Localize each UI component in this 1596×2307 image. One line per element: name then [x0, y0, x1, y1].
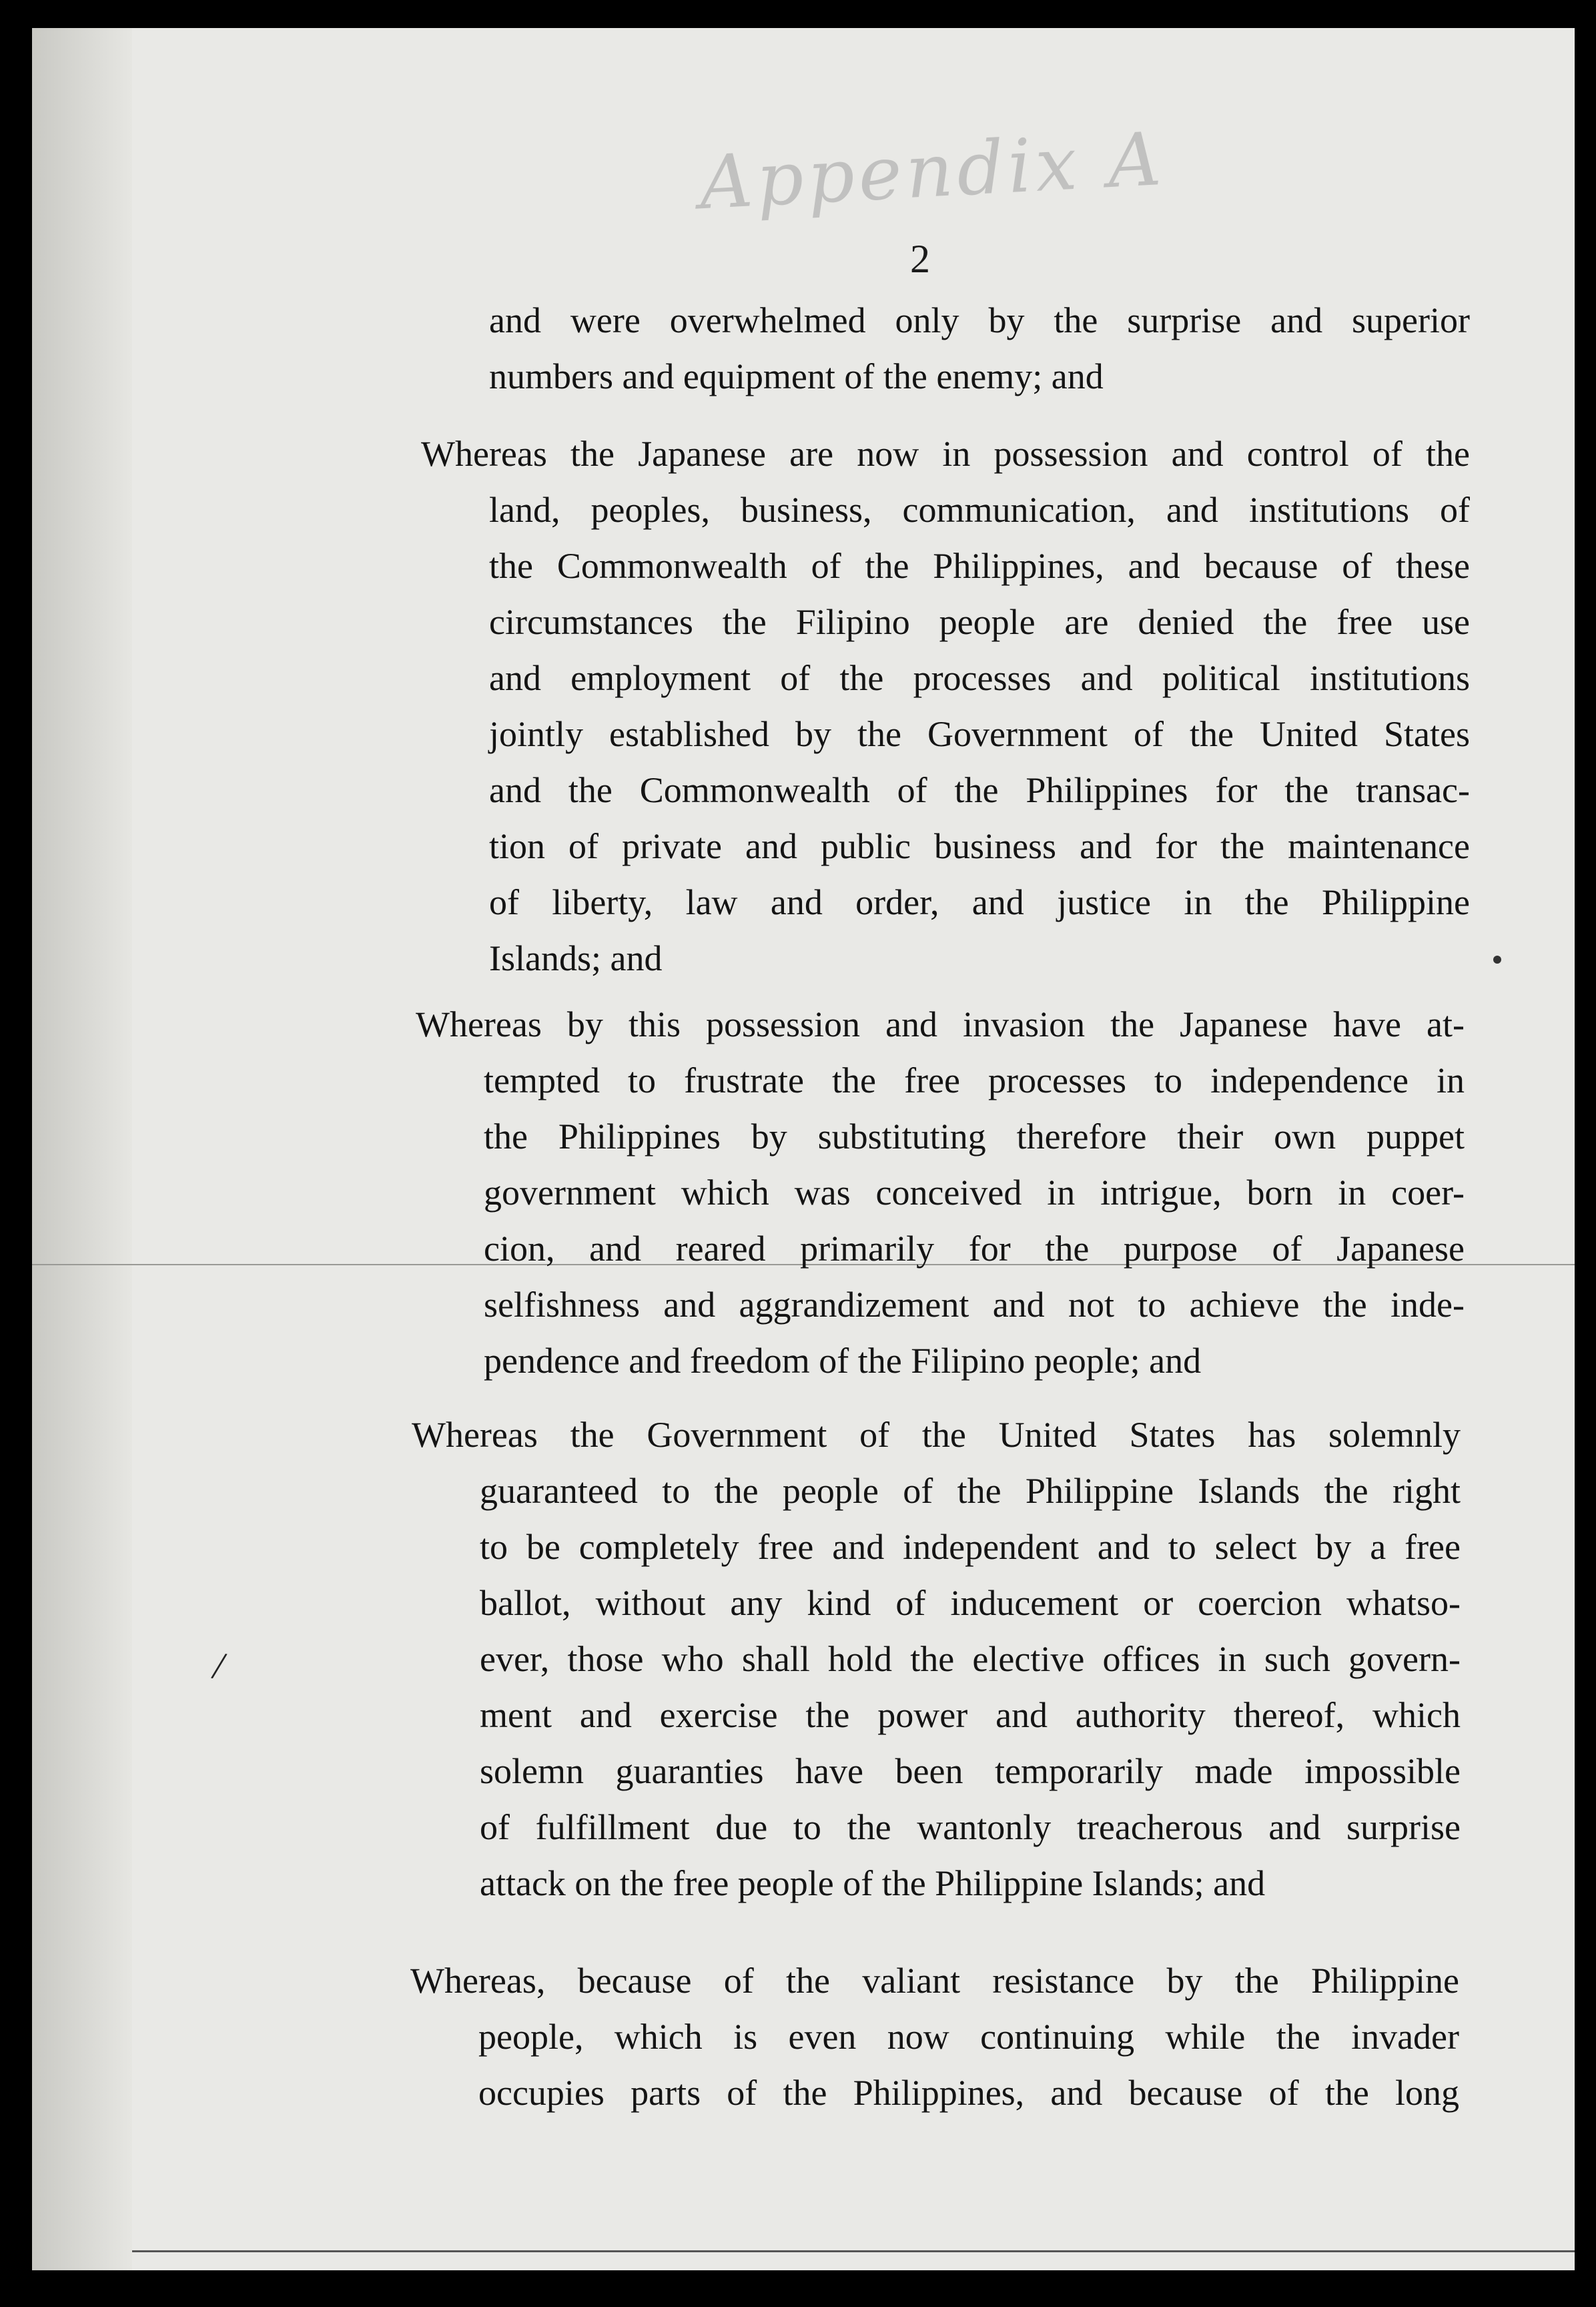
stray-pencil-mark: / — [209, 1642, 230, 1689]
paragraph-whereas-resistance — [410, 1953, 1459, 2121]
text-line: ballot, without any kind of inducement or coercion whatso- — [480, 1583, 1461, 1623]
text-line: cion, and reared primarily for the purpose of Japanese — [484, 1229, 1465, 1269]
text-line: selfishness and aggrandizement and not to achieve the inde- — [484, 1285, 1465, 1325]
stray-ink-dot — [1493, 956, 1501, 964]
text-line: Whereas the Japanese are now in possession and control of the — [421, 434, 1470, 474]
text-line: Whereas by this possession and invasion the Japanese have at- — [416, 1004, 1465, 1044]
handwritten-annotation: Appendix A — [697, 115, 1168, 226]
text-line: people, which is even now continuing while the invader — [478, 2017, 1459, 2057]
paragraph-whereas-possession — [421, 426, 1470, 986]
document-page — [32, 28, 1575, 2270]
text-line: tion of private and public business and for the maintenance — [489, 826, 1470, 866]
text-line: Whereas the Government of the United States has solemnly — [412, 1415, 1461, 1455]
text-line: guaranteed to the people of the Philippine Islands the right — [480, 1471, 1461, 1511]
text-line: circumstances the Filipino people are denied the free use — [489, 602, 1470, 642]
text-line: ever, those who shall hold the elective offices in such govern- — [480, 1639, 1461, 1679]
paragraph-continuation — [489, 292, 1470, 404]
text-line: and employment of the processes and political institutions — [489, 658, 1470, 698]
text-line: numbers and equipment of the enemy; and — [489, 356, 1104, 396]
text-line: solemn guaranties have been temporarily made impossible — [480, 1751, 1461, 1791]
text-line: and the Commonwealth of the Philippines for the transac- — [489, 770, 1470, 810]
paragraph-whereas-guarantee — [412, 1407, 1461, 1911]
text-line: Islands; and — [489, 938, 663, 978]
paragraph-whereas-invasion — [416, 996, 1465, 1389]
text-line: attack on the free people of the Philippine Islands; and — [480, 1863, 1266, 1903]
text-line: ment and exercise the power and authority thereof, which — [480, 1695, 1461, 1735]
page-bottom-edge — [132, 2250, 1575, 2252]
text-line: pendence and freedom of the Filipino people; and — [484, 1341, 1202, 1381]
text-line: of liberty, law and order, and justice in the Philippine — [489, 882, 1470, 922]
text-line: the Philippines by substituting therefore their own puppet — [484, 1116, 1465, 1157]
text-line: jointly established by the Government of the United States — [489, 714, 1470, 754]
text-line: of fulfillment due to the wantonly treacherous and surprise — [480, 1807, 1461, 1847]
page-number: 2 — [910, 237, 930, 281]
text-line: the Commonwealth of the Philippines, and because of these — [489, 546, 1470, 586]
text-line: and were overwhelmed only by the surprise and superior — [489, 300, 1470, 340]
text-line: to be completely free and independent and to select by a free — [480, 1527, 1461, 1567]
text-line: land, peoples, business, communication, and institutions of — [489, 490, 1470, 530]
text-line: government which was conceived in intrigue, born in coer- — [484, 1173, 1465, 1213]
text-line: occupies parts of the Philippines, and because of the long — [478, 2073, 1459, 2113]
text-line: Whereas, because of the valiant resistance by the Philippine — [410, 1961, 1459, 2001]
text-line: tempted to frustrate the free processes to independence in — [484, 1060, 1465, 1100]
